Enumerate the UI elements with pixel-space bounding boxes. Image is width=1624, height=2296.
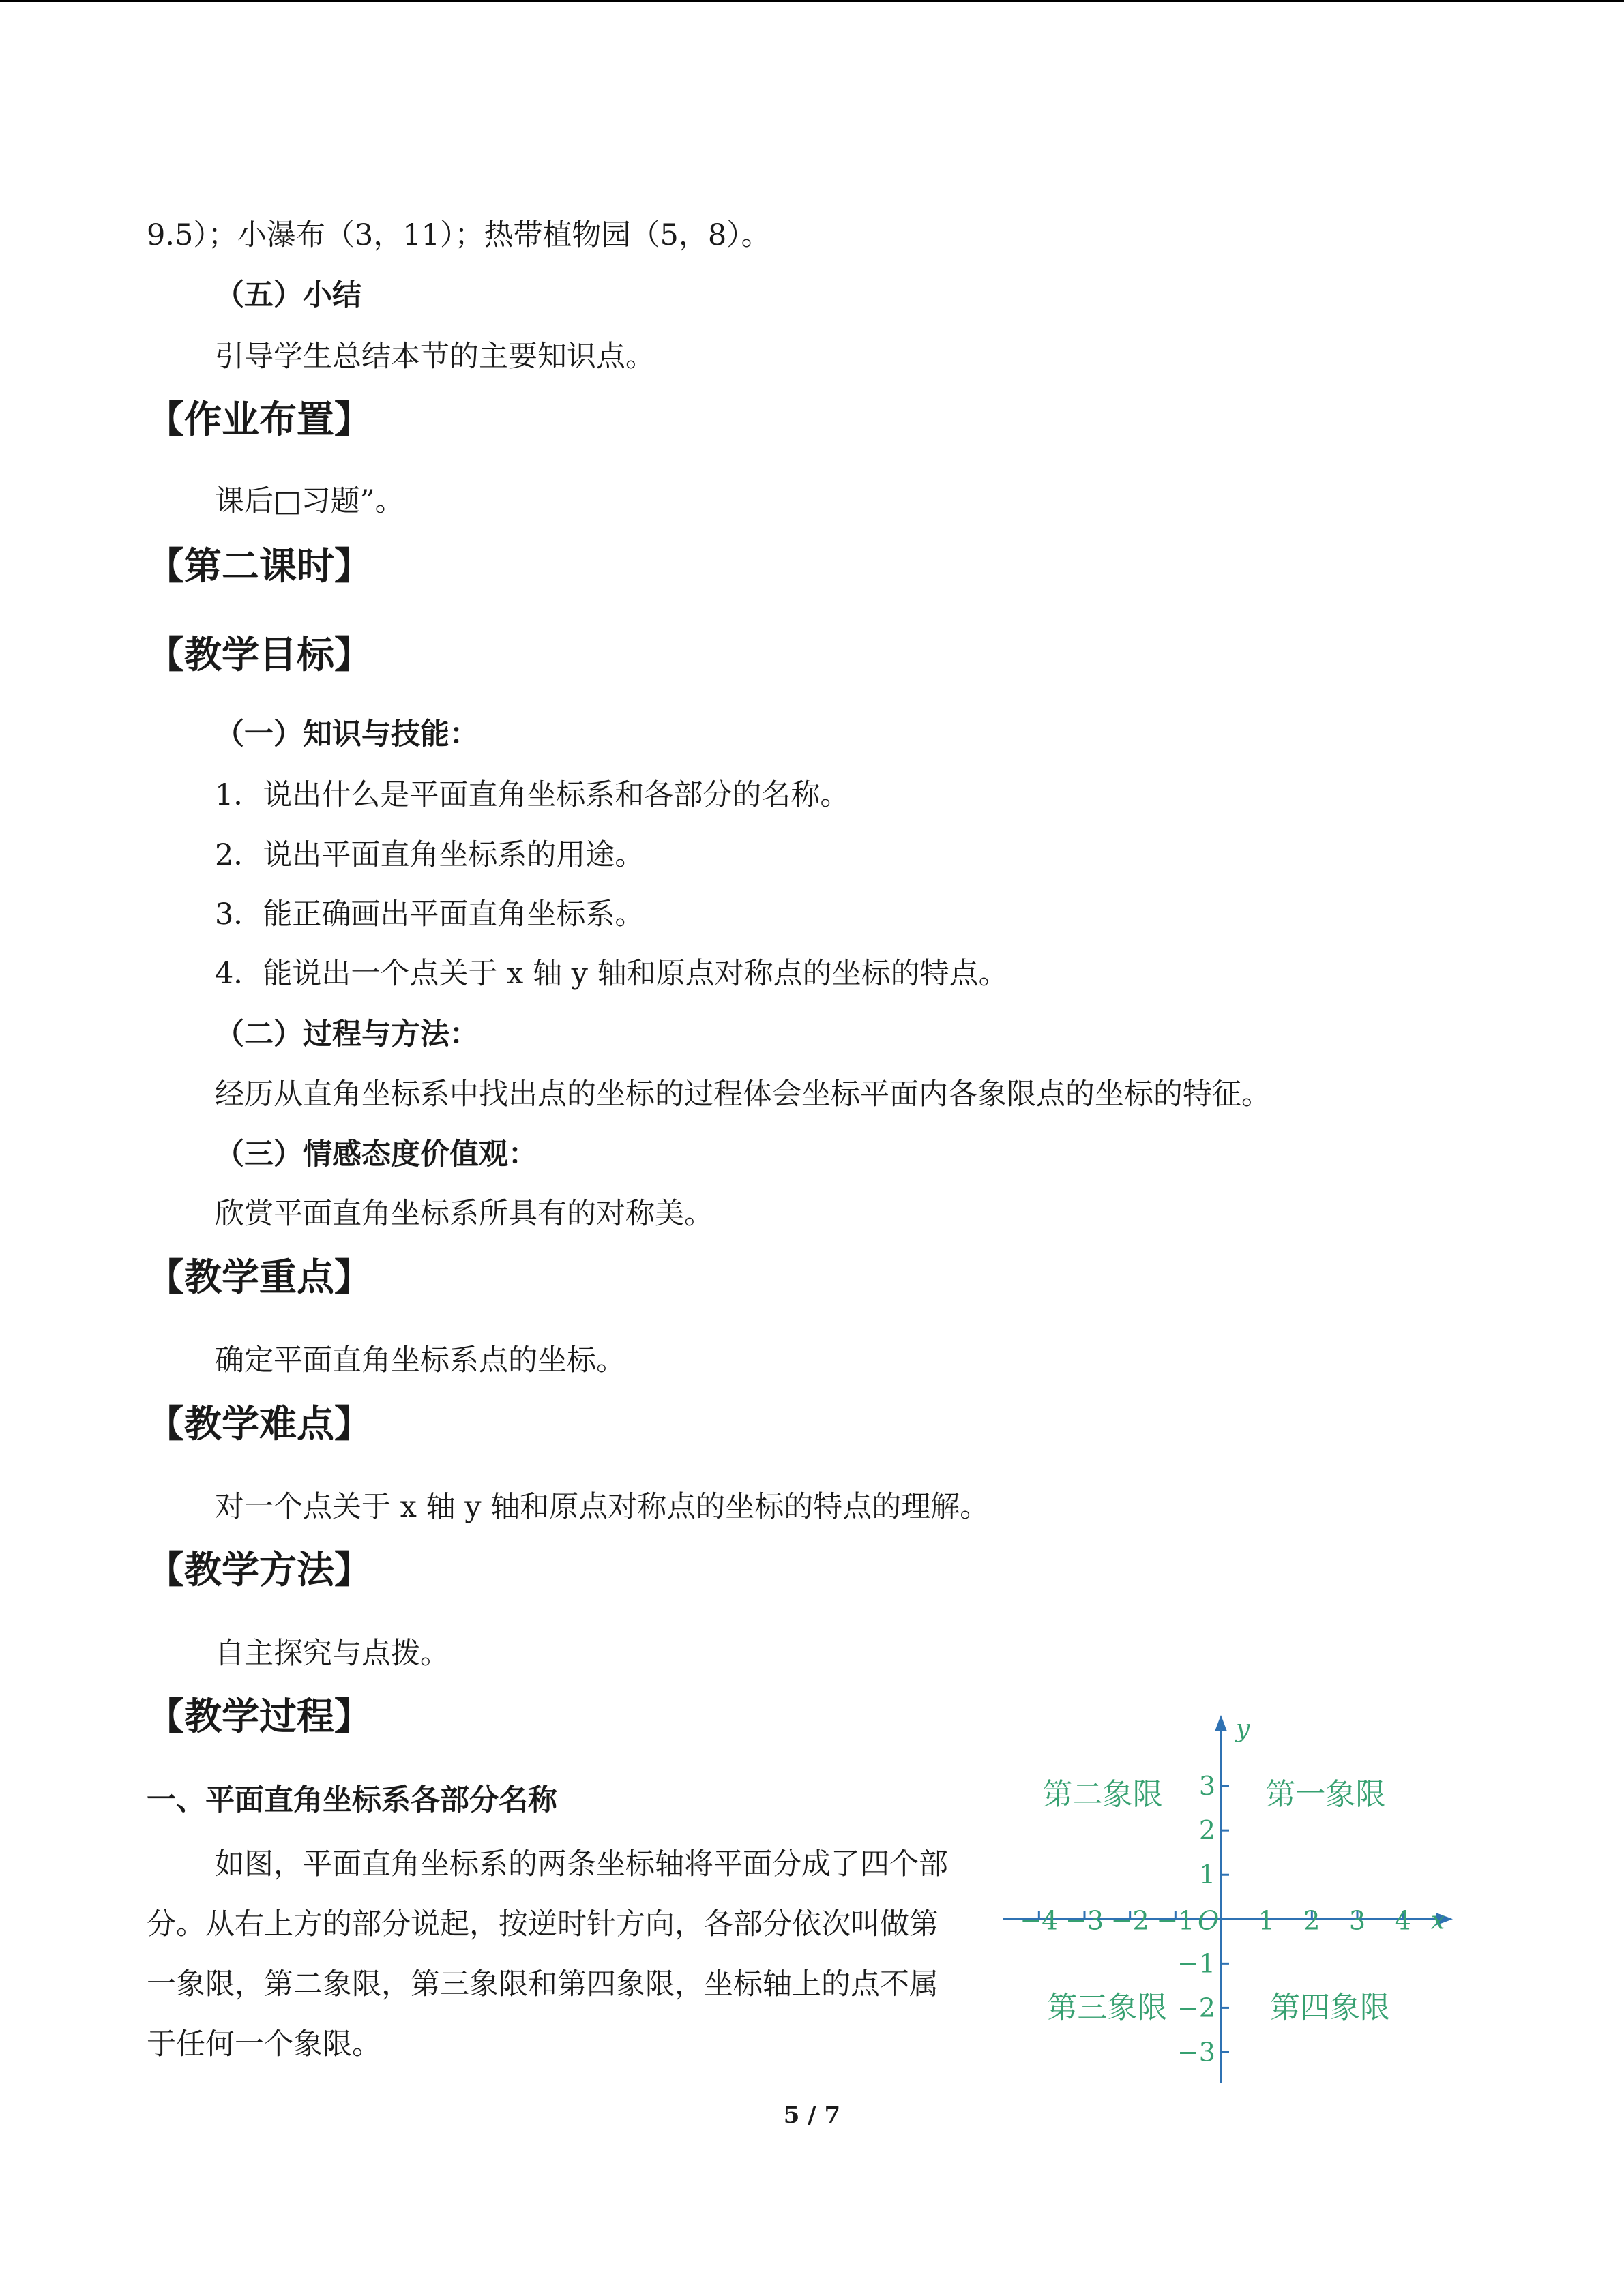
subheading-summary: （五）小结 (215, 278, 361, 312)
list-item: 4．能说出一个点关于 x 轴 y 轴和原点对称点的坐标的特点。 (215, 957, 1008, 991)
list-item: 1．说出什么是平面直角坐标系和各部分的名称。 (215, 778, 850, 812)
top-border (0, 0, 1624, 2)
text-line: 经历从直角坐标系中找出点的坐标的过程体会坐标平面内各象限点的坐标的特征。 (215, 1077, 1271, 1112)
x-tick-label: 2 (1303, 1905, 1320, 1936)
quadrant-label: 第四象限 (1270, 1990, 1390, 2025)
subheading-process: （二）过程与方法： (215, 1017, 479, 1052)
y-tick-label: 3 (1198, 1771, 1215, 1802)
heading-key-point: 【教学重点】 (147, 1255, 372, 1299)
subheading-attitude: （三）情感态度价值观： (215, 1137, 537, 1172)
quadrant-label: 第三象限 (1047, 1990, 1168, 2025)
page-number: 5 / 7 (783, 2102, 841, 2129)
heading-method: 【教学方法】 (147, 1548, 372, 1592)
paragraph-rest: 个部分。从右上方的部分说起，按逆时针方向，各部分依次叫做第一象限，第二象限，第三象限和第四象限，坐标轴上的点不属于任何一个象限。 (147, 1847, 948, 2061)
x-tick-label: −4 (1020, 1905, 1059, 1936)
coordinate-plane-figure (1003, 1715, 1453, 2083)
section-title: 一、平面直角坐标系各部分名称 (147, 1783, 557, 1817)
y-axis-label: y (1236, 1715, 1250, 1743)
text-line: 课后□习题”。 (215, 484, 404, 518)
x-tick-label: 1 (1258, 1905, 1275, 1936)
text-line: 9.5）；小瀑布（3，11）；热带植物园（5，8）。 (147, 218, 771, 252)
heading-process: 【教学过程】 (147, 1695, 372, 1738)
quadrant-label: 第二象限 (1042, 1777, 1163, 1813)
subheading-knowledge: （一）知识与技能： (215, 717, 479, 751)
heading-homework: 【作业布置】 (147, 398, 372, 441)
y-tick-label: −3 (1177, 2037, 1215, 2068)
text-line: 确定平面直角坐标系点的坐标。 (215, 1343, 625, 1377)
x-tick-label: −2 (1110, 1905, 1149, 1936)
text-line: 引导学生总结本节的主要知识点。 (215, 340, 655, 374)
y-tick-label: −1 (1177, 1948, 1215, 1979)
text-line: 对一个点关于 x 轴 y 轴和原点对称点的坐标的特点的理解。 (215, 1490, 990, 1524)
y-tick-label: −2 (1177, 1993, 1215, 2023)
y-tick-label: 1 (1198, 1860, 1215, 1890)
list-item: 3．能正确画出平面直角坐标系。 (215, 897, 645, 931)
x-tick-label: 4 (1394, 1905, 1411, 1936)
paragraph (147, 1834, 965, 2074)
heading-second-lesson: 【第二课时】 (147, 544, 372, 588)
heading-difficulty: 【教学难点】 (147, 1402, 372, 1446)
x-axis-label: x (1431, 1907, 1445, 1935)
quadrant-label: 第一象限 (1265, 1777, 1386, 1813)
list-item: 2．说出平面直角坐标系的用途。 (215, 838, 645, 872)
text-line: 自主探究与点拨。 (215, 1637, 449, 1671)
heading-goals: 【教学目标】 (147, 633, 372, 676)
y-axis-arrow (1215, 1715, 1227, 1731)
origin-label: O (1198, 1905, 1220, 1936)
paragraph-first-line: 如图，平面直角坐标系的两条坐标轴将平面分成了四 (215, 1847, 889, 1881)
x-tick-label: 3 (1348, 1905, 1366, 1936)
text-line: 欣赏平面直角坐标系所具有的对称美。 (215, 1197, 713, 1231)
y-tick-label: 2 (1198, 1815, 1215, 1846)
x-tick-label: −3 (1065, 1905, 1104, 1936)
x-tick-label: −1 (1156, 1905, 1195, 1936)
